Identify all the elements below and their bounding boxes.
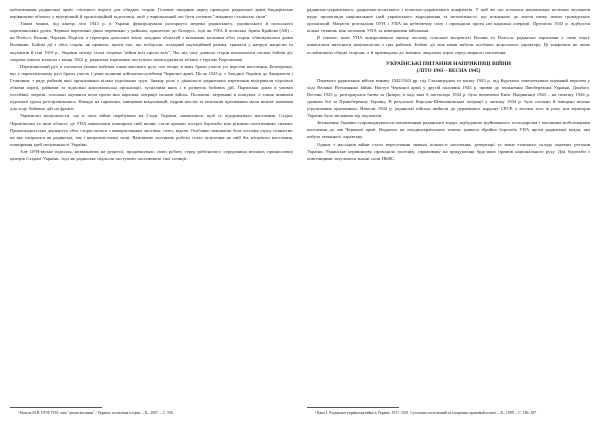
- paragraph: наближенням радянської армії, спільного ворога для обидвох сторін. Головне завдання перед проводом радянської армії бандерівське керівництво вбачало у внутрішній й організаційній підготовці, щоб у вирішальний час бути готовим "зміцнити сталінські сили".: [10, 7, 293, 20]
- footnote-rule: [10, 407, 102, 408]
- paragraph: радянсько-українського, радянсько-польського і польсько-українського конфліктів. У цей же час почалася національна політика окупантів щодо пропаганди національних ідей українського відродження та незалежності, що покликало до життя низку нових громадських організацій. Нацисти розглядали ОУН і УПА як небезпечну силу і проводили проти неї каральні операції. Протягом 1943 р. відбулося кілька зіткнень між загонами УПА та німецькими військами.: [307, 7, 590, 34]
- paragraph: Одним з наслідків війни стало переселення значної кількості населення, депортації та зміна етнічного складу окремих регіонів України. Радянське керівництво проводило політику, спрямовану на придушення будь-яких проявів національного руху. Для боротьби з повстанцями залучалися значні сили НКВС.: [307, 141, 590, 161]
- paragraph: Звільнення України супроводжувалося поновленням радянської влади, відбудовою зруйнованого господарства і масовими мобілізаціями населення до лав Червоної армії. Водночас на західноукраїнських землях тривала збройна боротьба УПА проти радянської влади, яка набула затяжного характеру.: [307, 120, 590, 140]
- footnote: ¹ Капо І. Радянсько-українська війна в Україні: 1917–1921. Суспільно-політичний та історично-правовий аспект. – К., 1998. – С. 186–187.: [315, 411, 537, 415]
- paragraph: Перемога радянських військ взимку 1942/1943 рр. під Сталінградом та влітку 1943 р. під Курськом започаткувала корінний перелом у ході Великої Вітчизняної війни. Наступ Червоної армії у другій половині 1943 р. привів до звільнення Лівобережної України, Донбасу. Восени 1943 р. розгорнулася битва за Дніпро, в ході якої 6 листопада 1943 р. було визволено Київ. Наприкінці 1943 – на початку 1944 р. тривали бої за Правобережну Україну. В результаті Корсунь-Шевченківської операції у лютому 1944 р. було оточено й знищено велике угруповання противника. Навесні 1944 р. радянські війська вийшли до державного кордону СРСР, а восени того ж року вся територія України була звільнена від окупантів.: [307, 77, 590, 119]
- section-subtitle: (ЛІТО 1943 – ВЕСНА 1945): [416, 67, 481, 74]
- paragraph: Але ОУН-івське підпілля, незважаючи на репресії, продовжувало свою роботу серед робітничого середовища великих промислових центрів Східної України, тоді як радянське підпілля поступово посилювало свої позиції.: [10, 148, 293, 161]
- section-title: УКРАЇНСЬКІ ПИТАННЯ НАПРИКІНЦІ ВІЙНИ: [386, 60, 511, 67]
- column-spacer: [10, 162, 293, 407]
- paragraph: Українські націоналісти, що в часи війни перебували на Сході України, намагалися, щоб їх підтримувало населення. Східні, Чернігівська та інші області, де УПА намагалася поширити свій вплив, стали ареною гострої боротьби між різними політичними силами. Пропагандистська діяльність обох сторін велася з використанням листівок, газет, відозв. Особливо важливою була агітація серед селянства, на яке спиралися як радянські, так і націоналістичні сили. Важливою частиною роботи стало залучення на свій бік місцевого населення, поширення ідей незалежності України.: [10, 113, 293, 147]
- column-spacer: [307, 162, 590, 407]
- footnote-rule: [307, 407, 399, 408]
- paragraph: Партизанський рух в тогочасні умовах набував ознак масового руху сил опору, в яких брали участь усі верстви населення. Безперечно, що у партизанському русі брали участь і деякі колишні військовослужбовці Червоної армії. Після 1943 р. з Західної України до Закарпаття і Галичини, з ряду районів якої організовано кілька підпільних груп. Значну роль у діяльності радянських партизанів відігравали підпільні обкоми партії, райкоми та підпільні комсомольські організації, зусиллями яких і в розвиток бойових дій. Партизани діяли в умовах постійної загрози, оскільки окупанти вели проти них каральні операції силами військ. Полонені, затримані в пошуках, а також виявлені підпільні групи розстрілювались. Напади на гарнізони, знищення комунікацій, підрив мостів та ешелонів противника мали велике значення для ходу бойових дій на фронті.: [10, 63, 293, 112]
- left-column: [10, 6, 293, 422]
- footnote: ¹ Коваль М.В. ОУН-УПА: між "двома вогнями" / Україна: політична історія. – К., 2007. – С. 556.: [18, 411, 174, 415]
- paragraph: В умовах, коли УПА контролювала значну частину сільської місцевості Волині та Полісся, радянські партизани у свою чергу намагалися витіснити націоналістів з цих районів. Бойові дії між ними набули особливо жорстокого характеру. Ці конфлікти не лише ослаблювали обидві сторони, а й призводили до значних людських втрат серед мирного населення.: [307, 35, 590, 55]
- right-column: [307, 6, 590, 422]
- paragraph: Таким чином, під кінець літа 1943 р. в Україні функціонувала розгорнута мережа радянського, українського й польського партизанських рухів. Червоні партизани діяли переважно у районах, прилеглих до Білорусі, тоді як УПА й польська Армія Крайова (АК) – на Поліссі, Волині, Чартків, Поділлі, а територія дольської землі, західних областей з великими загонами обох сторін, обмежувалися діями Волинню. Бойові дії з обох сторін, як правило, проти тих, що побороли, похідний окупаційний режим, тримали у напрузі нацистів та окупантів й їхні 1919 р., України зв'язку стала теорема "війни всіх проти всіх". Час від часу довкола сторін визначалися спільні бойові дії, зокрема інколи згинули з кінця 1942 р. радянські партизани поступово налагоджували зв'язки з групою Корольовав.: [10, 21, 293, 62]
